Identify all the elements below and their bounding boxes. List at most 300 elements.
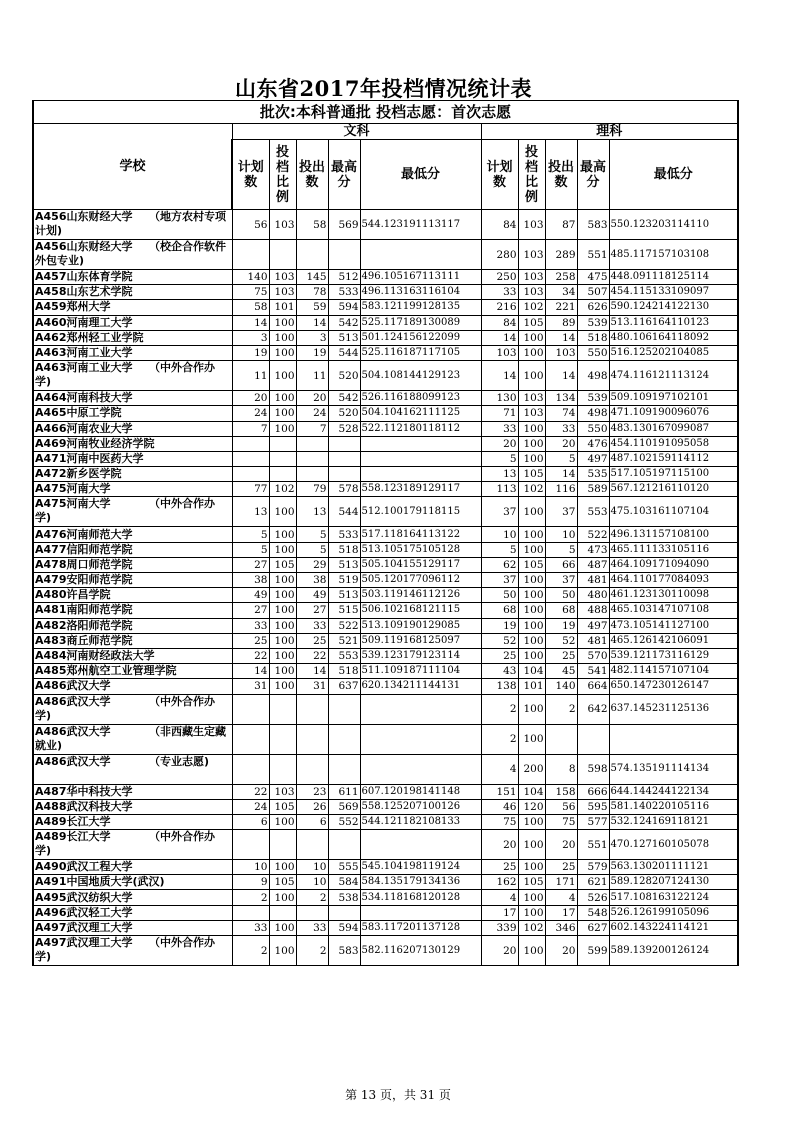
wenke-out-cell: 19 bbox=[296, 345, 328, 360]
like-min-cell: 637.145231125136 bbox=[609, 694, 738, 724]
table-row bbox=[33, 391, 738, 406]
wenke-min-cell: 558.125207100126 bbox=[360, 799, 481, 814]
wenke-plan-cell bbox=[232, 905, 269, 920]
like-out-cell: 68 bbox=[545, 603, 577, 618]
wenke-min-cell: 558.123189129117 bbox=[360, 482, 481, 497]
wenke-min-cell bbox=[360, 694, 481, 724]
wenke-out-cell: 79 bbox=[296, 482, 328, 497]
like-min-cell: 650.147230126147 bbox=[609, 679, 738, 694]
like-min-cell: 589.128207124130 bbox=[609, 875, 738, 890]
school-name-cell: A476河南师范大学 bbox=[33, 527, 232, 542]
table-row bbox=[33, 542, 738, 557]
wenke-max-cell: 542 bbox=[328, 315, 360, 330]
like-min-cell: 474.116121113124 bbox=[609, 361, 738, 391]
like-out-cell: 89 bbox=[545, 315, 577, 330]
wenke-ratio-cell: 100 bbox=[269, 573, 296, 588]
like-min-cell: 483.130167099087 bbox=[609, 421, 738, 436]
like-ratio-cell: 100 bbox=[518, 830, 545, 860]
school-name-cell: A456山东财经大学 （校企合作软件外包专业) bbox=[33, 240, 232, 270]
like-plan-cell: 84 bbox=[481, 210, 518, 240]
wenke-ratio-cell: 100 bbox=[269, 421, 296, 436]
wenke-plan-cell: 38 bbox=[232, 573, 269, 588]
wenke-min-cell bbox=[360, 830, 481, 860]
like-min-cell: 470.127160105078 bbox=[609, 830, 738, 860]
school-name-cell: A466河南农业大学 bbox=[33, 421, 232, 436]
like-plan-cell: 162 bbox=[481, 875, 518, 890]
school-name-cell: A490武汉工程大学 bbox=[33, 860, 232, 875]
like-out-cell: 14 bbox=[545, 467, 577, 482]
like-plan-cell: 14 bbox=[481, 361, 518, 391]
like-min-cell: 550.123203114110 bbox=[609, 210, 738, 240]
like-ratio-cell: 100 bbox=[518, 905, 545, 920]
table-row bbox=[33, 527, 738, 542]
wenke-out-cell: 11 bbox=[296, 361, 328, 391]
wenke-plan-cell: 11 bbox=[232, 361, 269, 391]
like-max-cell: 476 bbox=[577, 436, 609, 451]
school-name-cell: A462郑州轻工业学院 bbox=[33, 330, 232, 345]
wenke-ratio-cell bbox=[269, 724, 296, 754]
wenke-plan-cell: 5 bbox=[232, 527, 269, 542]
like-out-cell: 25 bbox=[545, 648, 577, 663]
like-max-cell: 589 bbox=[577, 482, 609, 497]
wenke-out-cell: 26 bbox=[296, 799, 328, 814]
document-title: 山东省2017年投档情况统计表 bbox=[235, 76, 532, 101]
wenke-out-cell: 13 bbox=[296, 497, 328, 527]
like-out-cell: 20 bbox=[545, 830, 577, 860]
wenke-ratio-cell: 100 bbox=[269, 633, 296, 648]
like-max-cell: 550 bbox=[577, 421, 609, 436]
table-row bbox=[33, 648, 738, 663]
wenke-out-cell: 14 bbox=[296, 315, 328, 330]
wenke-ratio-cell: 100 bbox=[269, 890, 296, 905]
like-plan-cell: 4 bbox=[481, 890, 518, 905]
wenke-min-cell: 539.123179123114 bbox=[360, 648, 481, 663]
table-row bbox=[33, 285, 738, 300]
like-out-cell: 75 bbox=[545, 814, 577, 829]
wenke-ratio-cell: 100 bbox=[269, 679, 296, 694]
wenke-out-cell: 10 bbox=[296, 875, 328, 890]
like-plan-cell: 113 bbox=[481, 482, 518, 497]
like-ratio-cell: 120 bbox=[518, 799, 545, 814]
table-row bbox=[33, 315, 738, 330]
wenke-min-cell: 620.134211144131 bbox=[360, 679, 481, 694]
wenke-min-cell: 511.109187111104 bbox=[360, 664, 481, 679]
admission-table bbox=[32, 100, 739, 966]
like-plan-cell: 19 bbox=[481, 618, 518, 633]
like-plan-cell: 37 bbox=[481, 497, 518, 527]
wenke-plan-cell: 33 bbox=[232, 618, 269, 633]
like-max-cell: 480 bbox=[577, 588, 609, 603]
wenke-min-cell: 607.120198141148 bbox=[360, 784, 481, 799]
like-out-cell: 17 bbox=[545, 905, 577, 920]
like-max-cell: 498 bbox=[577, 361, 609, 391]
like-min-cell: 532.124169118121 bbox=[609, 814, 738, 829]
like-out-cell: 5 bbox=[545, 542, 577, 557]
header-wenke-ratio: 投档比例 bbox=[269, 140, 296, 210]
school-name-cell: A475河南大学 （中外合作办学) bbox=[33, 497, 232, 527]
header-school: 学校 bbox=[33, 124, 232, 210]
wenke-out-cell bbox=[296, 451, 328, 466]
wenke-out-cell: 10 bbox=[296, 860, 328, 875]
wenke-max-cell bbox=[328, 905, 360, 920]
wenke-min-cell: 513.109190129085 bbox=[360, 618, 481, 633]
wenke-min-cell: 522.112180118112 bbox=[360, 421, 481, 436]
wenke-min-cell: 583.117201137128 bbox=[360, 920, 481, 935]
wenke-plan-cell: 33 bbox=[232, 920, 269, 935]
like-ratio-cell: 100 bbox=[518, 497, 545, 527]
like-min-cell: 461.123130110098 bbox=[609, 588, 738, 603]
wenke-out-cell: 49 bbox=[296, 588, 328, 603]
header-wenke-min: 最低分 bbox=[360, 140, 481, 210]
header-wenke-max: 最高分 bbox=[328, 140, 360, 210]
like-min-cell: 644.144244122134 bbox=[609, 784, 738, 799]
like-ratio-cell: 103 bbox=[518, 210, 545, 240]
wenke-min-cell: 525.116187117105 bbox=[360, 345, 481, 360]
like-plan-cell: 75 bbox=[481, 814, 518, 829]
like-out-cell: 116 bbox=[545, 482, 577, 497]
like-plan-cell: 33 bbox=[481, 285, 518, 300]
wenke-plan-cell: 3 bbox=[232, 330, 269, 345]
wenke-plan-cell: 22 bbox=[232, 784, 269, 799]
like-max-cell: 475 bbox=[577, 270, 609, 285]
wenke-out-cell: 38 bbox=[296, 573, 328, 588]
like-out-cell: 134 bbox=[545, 391, 577, 406]
like-ratio-cell: 105 bbox=[518, 875, 545, 890]
like-min-cell: 471.109190096076 bbox=[609, 406, 738, 421]
table-row bbox=[33, 724, 738, 754]
like-out-cell: 56 bbox=[545, 799, 577, 814]
wenke-max-cell: 584 bbox=[328, 875, 360, 890]
like-max-cell: 535 bbox=[577, 467, 609, 482]
wenke-min-cell: 512.100179118115 bbox=[360, 497, 481, 527]
like-out-cell: 103 bbox=[545, 345, 577, 360]
wenke-ratio-cell bbox=[269, 830, 296, 860]
like-out-cell: 14 bbox=[545, 330, 577, 345]
school-name-cell: A456山东财经大学 （地方农村专项计划) bbox=[33, 210, 232, 240]
wenke-plan-cell bbox=[232, 694, 269, 724]
like-max-cell: 498 bbox=[577, 406, 609, 421]
like-out-cell: 74 bbox=[545, 406, 577, 421]
table-row bbox=[33, 799, 738, 814]
like-out-cell: 66 bbox=[545, 557, 577, 572]
wenke-max-cell bbox=[328, 240, 360, 270]
wenke-out-cell: 33 bbox=[296, 920, 328, 935]
like-plan-cell: 14 bbox=[481, 330, 518, 345]
table-row bbox=[33, 936, 738, 966]
wenke-out-cell bbox=[296, 830, 328, 860]
like-out-cell: 5 bbox=[545, 451, 577, 466]
school-name-cell: A463河南工业大学 bbox=[33, 345, 232, 360]
wenke-plan-cell: 140 bbox=[232, 270, 269, 285]
wenke-out-cell: 145 bbox=[296, 270, 328, 285]
wenke-min-cell: 509.119168125097 bbox=[360, 633, 481, 648]
wenke-out-cell: 7 bbox=[296, 421, 328, 436]
wenke-max-cell: 518 bbox=[328, 664, 360, 679]
wenke-min-cell: 544.123191113117 bbox=[360, 210, 481, 240]
wenke-ratio-cell: 100 bbox=[269, 814, 296, 829]
wenke-plan-cell: 75 bbox=[232, 285, 269, 300]
like-min-cell: 465.126142106091 bbox=[609, 633, 738, 648]
table-row bbox=[33, 679, 738, 694]
like-out-cell: 19 bbox=[545, 618, 577, 633]
like-max-cell: 595 bbox=[577, 799, 609, 814]
wenke-out-cell bbox=[296, 694, 328, 724]
like-plan-cell: 37 bbox=[481, 573, 518, 588]
school-name-cell: A488武汉科技大学 bbox=[33, 799, 232, 814]
like-min-cell: 526.126199105096 bbox=[609, 905, 738, 920]
like-max-cell: 579 bbox=[577, 860, 609, 875]
like-min-cell: 464.109171094090 bbox=[609, 557, 738, 572]
wenke-min-cell: 504.104162111125 bbox=[360, 406, 481, 421]
wenke-max-cell: 552 bbox=[328, 814, 360, 829]
wenke-out-cell: 3 bbox=[296, 330, 328, 345]
wenke-ratio-cell: 105 bbox=[269, 875, 296, 890]
like-ratio-cell: 200 bbox=[518, 754, 545, 784]
wenke-max-cell: 569 bbox=[328, 210, 360, 240]
school-name-cell: A483商丘师范学院 bbox=[33, 633, 232, 648]
wenke-min-cell: 504.108144129123 bbox=[360, 361, 481, 391]
table-row bbox=[33, 694, 738, 724]
like-plan-cell: 2 bbox=[481, 724, 518, 754]
like-ratio-cell: 100 bbox=[518, 573, 545, 588]
like-max-cell: 539 bbox=[577, 391, 609, 406]
wenke-max-cell: 522 bbox=[328, 618, 360, 633]
like-out-cell: 8 bbox=[545, 754, 577, 784]
wenke-out-cell: 24 bbox=[296, 406, 328, 421]
like-plan-cell: 43 bbox=[481, 664, 518, 679]
wenke-min-cell: 526.116188099123 bbox=[360, 391, 481, 406]
wenke-plan-cell: 58 bbox=[232, 300, 269, 315]
wenke-out-cell bbox=[296, 436, 328, 451]
wenke-ratio-cell: 100 bbox=[269, 315, 296, 330]
table-row bbox=[33, 905, 738, 920]
wenke-ratio-cell: 103 bbox=[269, 784, 296, 799]
wenke-max-cell: 583 bbox=[328, 936, 360, 966]
wenke-ratio-cell: 100 bbox=[269, 361, 296, 391]
wenke-out-cell: 25 bbox=[296, 633, 328, 648]
wenke-min-cell: 583.121199128135 bbox=[360, 300, 481, 315]
like-min-cell: 539.121173116129 bbox=[609, 648, 738, 663]
like-min-cell: 589.139200126124 bbox=[609, 936, 738, 966]
wenke-ratio-cell: 100 bbox=[269, 920, 296, 935]
like-plan-cell: 50 bbox=[481, 588, 518, 603]
school-name-cell: A464河南科技大学 bbox=[33, 391, 232, 406]
like-ratio-cell: 104 bbox=[518, 784, 545, 799]
table-row bbox=[33, 482, 738, 497]
wenke-max-cell: 519 bbox=[328, 573, 360, 588]
like-min-cell: 473.105141127100 bbox=[609, 618, 738, 633]
like-max-cell: 583 bbox=[577, 210, 609, 240]
like-out-cell: 87 bbox=[545, 210, 577, 240]
like-max-cell: 497 bbox=[577, 451, 609, 466]
wenke-plan-cell: 56 bbox=[232, 210, 269, 240]
like-plan-cell: 33 bbox=[481, 421, 518, 436]
like-ratio-cell: 100 bbox=[518, 694, 545, 724]
wenke-plan-cell: 25 bbox=[232, 633, 269, 648]
table-row bbox=[33, 814, 738, 829]
like-max-cell: 487 bbox=[577, 557, 609, 572]
like-out-cell: 33 bbox=[545, 421, 577, 436]
wenke-plan-cell: 31 bbox=[232, 679, 269, 694]
wenke-plan-cell: 49 bbox=[232, 588, 269, 603]
wenke-max-cell: 521 bbox=[328, 633, 360, 648]
like-max-cell: 481 bbox=[577, 633, 609, 648]
school-name-cell: A484河南财经政法大学 bbox=[33, 648, 232, 663]
page-footer: 第 13 页，共 31 页 bbox=[345, 1088, 451, 1102]
wenke-out-cell: 33 bbox=[296, 618, 328, 633]
wenke-min-cell: 496.105167113111 bbox=[360, 270, 481, 285]
wenke-out-cell bbox=[296, 467, 328, 482]
like-ratio-cell: 100 bbox=[518, 618, 545, 633]
like-ratio-cell: 105 bbox=[518, 315, 545, 330]
table-row bbox=[33, 436, 738, 451]
wenke-min-cell bbox=[360, 436, 481, 451]
like-ratio-cell: 100 bbox=[518, 527, 545, 542]
like-out-cell: 34 bbox=[545, 285, 577, 300]
like-ratio-cell: 100 bbox=[518, 633, 545, 648]
like-plan-cell: 4 bbox=[481, 754, 518, 784]
school-name-cell: A482洛阳师范学院 bbox=[33, 618, 232, 633]
wenke-min-cell: 506.102168121115 bbox=[360, 603, 481, 618]
like-ratio-cell: 103 bbox=[518, 270, 545, 285]
school-name-cell: A495武汉纺织大学 bbox=[33, 890, 232, 905]
wenke-ratio-cell: 100 bbox=[269, 391, 296, 406]
like-min-cell: 590.124214122130 bbox=[609, 300, 738, 315]
like-min-cell: 464.110177084093 bbox=[609, 573, 738, 588]
like-max-cell: 553 bbox=[577, 497, 609, 527]
wenke-max-cell: 533 bbox=[328, 285, 360, 300]
wenke-max-cell: 611 bbox=[328, 784, 360, 799]
wenke-plan-cell bbox=[232, 240, 269, 270]
table-row bbox=[33, 270, 738, 285]
like-max-cell: 626 bbox=[577, 300, 609, 315]
like-out-cell: 221 bbox=[545, 300, 577, 315]
like-plan-cell: 20 bbox=[481, 936, 518, 966]
like-out-cell: 20 bbox=[545, 936, 577, 966]
like-ratio-cell: 100 bbox=[518, 542, 545, 557]
wenke-plan-cell bbox=[232, 467, 269, 482]
wenke-plan-cell bbox=[232, 436, 269, 451]
table-row bbox=[33, 633, 738, 648]
like-max-cell: 577 bbox=[577, 814, 609, 829]
wenke-ratio-cell: 100 bbox=[269, 860, 296, 875]
like-max-cell: 539 bbox=[577, 315, 609, 330]
wenke-out-cell: 14 bbox=[296, 664, 328, 679]
wenke-ratio-cell bbox=[269, 694, 296, 724]
wenke-out-cell: 5 bbox=[296, 527, 328, 542]
table-row bbox=[33, 830, 738, 860]
wenke-max-cell bbox=[328, 724, 360, 754]
table-body bbox=[33, 210, 738, 966]
like-min-cell: 454.115133109097 bbox=[609, 285, 738, 300]
table-row bbox=[33, 451, 738, 466]
like-plan-cell: 20 bbox=[481, 830, 518, 860]
wenke-ratio-cell: 100 bbox=[269, 527, 296, 542]
wenke-ratio-cell: 100 bbox=[269, 542, 296, 557]
school-name-cell: A477信阳师范学院 bbox=[33, 542, 232, 557]
wenke-out-cell: 6 bbox=[296, 814, 328, 829]
like-min-cell: 517.105197115100 bbox=[609, 467, 738, 482]
like-ratio-cell: 100 bbox=[518, 860, 545, 875]
like-plan-cell: 138 bbox=[481, 679, 518, 694]
wenke-min-cell: 534.118168120128 bbox=[360, 890, 481, 905]
wenke-ratio-cell: 100 bbox=[269, 497, 296, 527]
like-out-cell bbox=[545, 724, 577, 754]
school-name-cell: A489长江大学 （中外合作办学) bbox=[33, 830, 232, 860]
table-row bbox=[33, 210, 738, 240]
school-name-cell: A486武汉大学 （非西藏生定藏就业) bbox=[33, 724, 232, 754]
like-ratio-cell: 100 bbox=[518, 588, 545, 603]
like-plan-cell: 17 bbox=[481, 905, 518, 920]
wenke-min-cell bbox=[360, 905, 481, 920]
school-name-cell: A481南阳师范学院 bbox=[33, 603, 232, 618]
like-max-cell: 507 bbox=[577, 285, 609, 300]
header-like-max: 最高分 bbox=[577, 140, 609, 210]
wenke-ratio-cell bbox=[269, 467, 296, 482]
wenke-out-cell: 2 bbox=[296, 890, 328, 905]
like-max-cell: 666 bbox=[577, 784, 609, 799]
like-out-cell: 25 bbox=[545, 860, 577, 875]
wenke-plan-cell: 2 bbox=[232, 890, 269, 905]
like-min-cell: 465.103147107108 bbox=[609, 603, 738, 618]
like-ratio-cell: 103 bbox=[518, 391, 545, 406]
school-name-cell: A496武汉轻工大学 bbox=[33, 905, 232, 920]
like-out-cell: 52 bbox=[545, 633, 577, 648]
like-min-cell: 513.116164110123 bbox=[609, 315, 738, 330]
school-name-cell: A480许昌学院 bbox=[33, 588, 232, 603]
wenke-out-cell: 22 bbox=[296, 648, 328, 663]
wenke-min-cell: 505.104155129117 bbox=[360, 557, 481, 572]
wenke-plan-cell: 13 bbox=[232, 497, 269, 527]
like-out-cell: 2 bbox=[545, 694, 577, 724]
like-ratio-cell: 105 bbox=[518, 557, 545, 572]
table-row bbox=[33, 330, 738, 345]
like-ratio-cell: 100 bbox=[518, 345, 545, 360]
like-min-cell: 465.111133105116 bbox=[609, 542, 738, 557]
like-plan-cell: 216 bbox=[481, 300, 518, 315]
like-ratio-cell: 103 bbox=[518, 406, 545, 421]
wenke-max-cell: 513 bbox=[328, 588, 360, 603]
wenke-plan-cell: 14 bbox=[232, 315, 269, 330]
wenke-ratio-cell: 100 bbox=[269, 603, 296, 618]
like-out-cell: 45 bbox=[545, 664, 577, 679]
wenke-max-cell: 518 bbox=[328, 542, 360, 557]
like-plan-cell: 62 bbox=[481, 557, 518, 572]
table-row bbox=[33, 467, 738, 482]
table-row bbox=[33, 875, 738, 890]
wenke-plan-cell: 20 bbox=[232, 391, 269, 406]
wenke-plan-cell: 24 bbox=[232, 799, 269, 814]
like-out-cell: 20 bbox=[545, 436, 577, 451]
school-name-cell: A486武汉大学 （中外合作办学) bbox=[33, 694, 232, 724]
header-like-ratio: 投档比例 bbox=[518, 140, 545, 210]
like-max-cell: 599 bbox=[577, 936, 609, 966]
table-row bbox=[33, 754, 738, 784]
like-ratio-cell: 100 bbox=[518, 890, 545, 905]
like-out-cell: 50 bbox=[545, 588, 577, 603]
wenke-min-cell: 513.105175105128 bbox=[360, 542, 481, 557]
like-ratio-cell: 102 bbox=[518, 482, 545, 497]
wenke-ratio-cell bbox=[269, 436, 296, 451]
wenke-max-cell: 520 bbox=[328, 406, 360, 421]
wenke-min-cell bbox=[360, 754, 481, 784]
like-plan-cell: 68 bbox=[481, 603, 518, 618]
school-name-cell: A487华中科技大学 bbox=[33, 784, 232, 799]
like-plan-cell: 151 bbox=[481, 784, 518, 799]
wenke-ratio-cell: 100 bbox=[269, 588, 296, 603]
like-ratio-cell: 103 bbox=[518, 240, 545, 270]
wenke-ratio-cell: 100 bbox=[269, 648, 296, 663]
